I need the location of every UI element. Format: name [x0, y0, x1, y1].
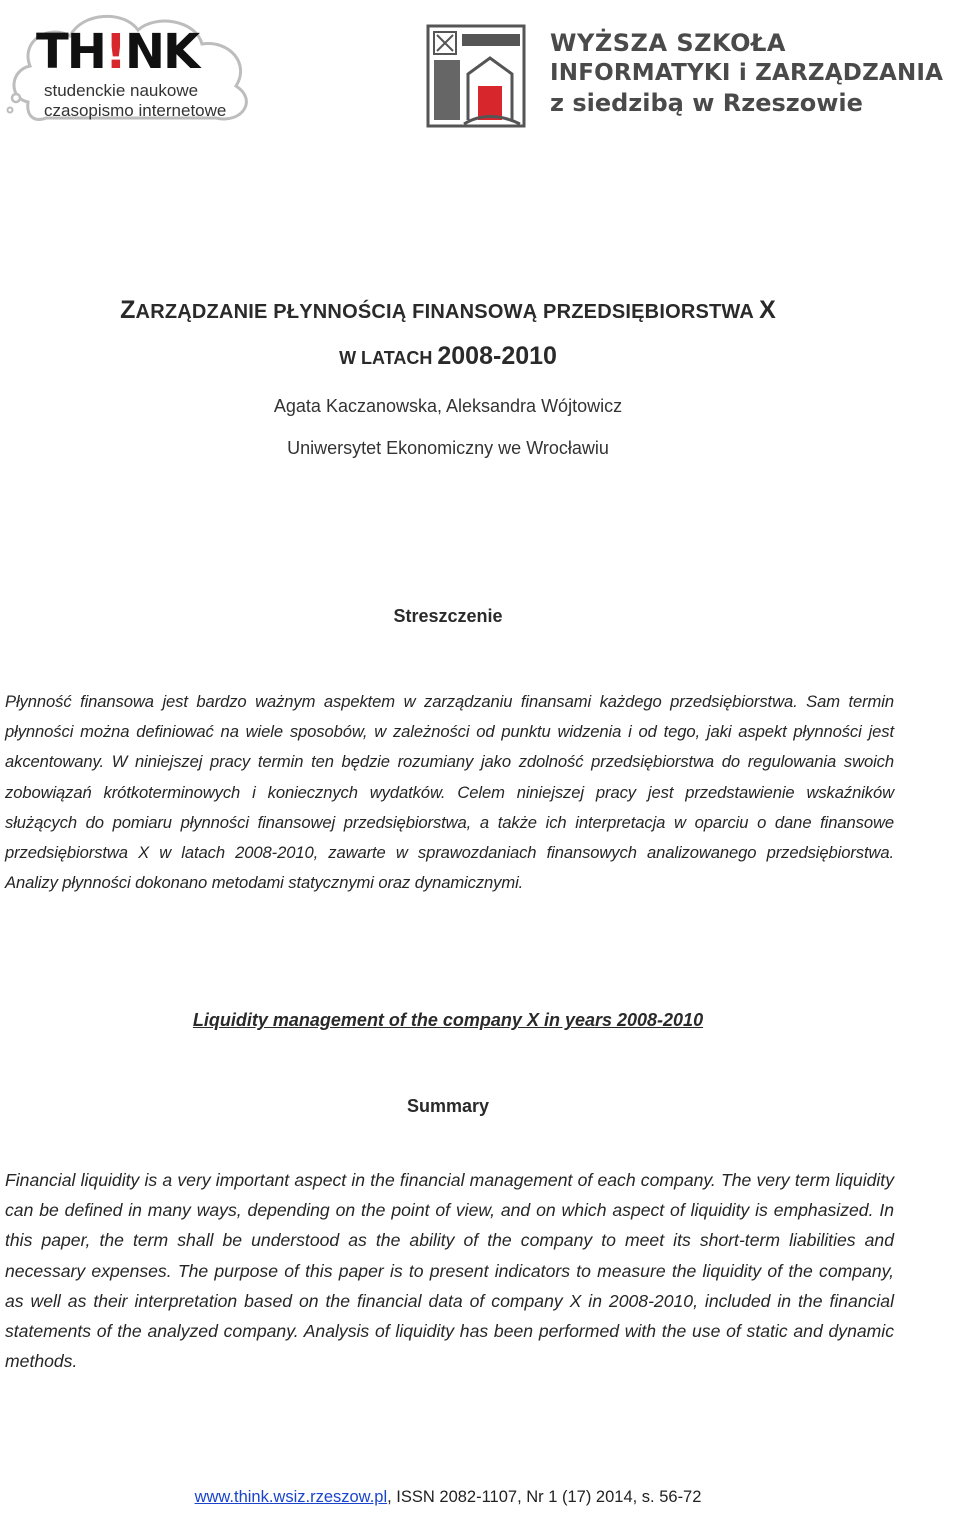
think-logo-line1: studenckie naukowe: [44, 81, 199, 100]
abstract-en: Financial liquidity is a very important aspect in the financial management of each company. The very term liquidity can be defined in many ways, depending on the point of view, and on which aspect of liquidity is emphasized. In this paper, the term shall be understood as the ability of the company to meet its short-term liabilities and necessary expenses. The purpose of this paper is to present indicators to measure the liquidity of the company, as well as their interpretation based on the financial data of company X in 2008-2010, included in the financial statements of the analyzed company. Analysis of liquidity has been performed with the use of static and dynamic methods.: [5, 1170, 894, 1372]
school-name-line2: INFORMATYKI i ZARZĄDZANIA: [550, 60, 944, 86]
paper-title-line2: [0, 342, 896, 371]
school-logo: [424, 20, 960, 132]
paper-title-final: X: [759, 296, 776, 324]
paper-title-main: ARZĄDZANIE PŁYNNOŚCIĄ FINANSOWĄ PRZEDSIĘBIORSTWA: [135, 301, 760, 323]
paper-title-prefix: W LATACH: [339, 348, 438, 368]
school-name-line3: z siedzibą w Rzeszowie: [550, 89, 863, 117]
footer-issn: , ISSN 2082-1107, Nr 1 (17) 2014, s. 56-72: [387, 1488, 702, 1506]
think-logo-part1: TH: [36, 24, 105, 80]
school-name: [550, 28, 943, 118]
think-logo: [6, 6, 262, 124]
journal-link[interactable]: www.think.wsiz.rzeszow.pl: [194, 1488, 388, 1506]
think-logo-mark: !: [104, 24, 125, 80]
paper-title-years: 2008-2010: [437, 342, 557, 370]
abstract-pl: Płynność finansowa jest bardzo ważnym aspektem w zarządzaniu finansami każdego przedsiębiorstwa. Sam termin płynności można definiować na wiele sposobów, w zależności od punktu widzenia i od tego, jaki aspekt płynności jest akcentowany. W niniejszej pracy termin ten będzie rozumiany jako zdolność przedsiębiorstwa do regulowania swoich zobowiązań krótkoterminowych i koniecznych wydatków. Celem niniejszej pracy jest przedstawienie wskaźników służących do pomiaru płynności finansowej przedsiębiorstwa, a także ich interpretacja w oparciu o dane finansowe przedsiębiorstwa X w latach 2008-2010, zawarte w sprawozdaniach finansowych analizowanego przedsiębiorstwa. Analizy płynności dokonano metodami statycznymi oraz dynamicznymi.: [5, 692, 894, 893]
footer-citation: [0, 1488, 896, 1507]
authors: Agata Kaczanowska, Aleksandra Wójtowicz: [273, 396, 623, 416]
affiliation: Uniwersytet Ekonomiczny we Wrocławiu: [287, 438, 609, 458]
school-name-line1: WYŻSZA SZKOŁA: [550, 29, 786, 57]
school-emblem-icon: [424, 24, 528, 128]
paper-title-line1: [0, 296, 896, 325]
think-cloud-icon: [6, 6, 262, 124]
abstract-en-heading: Summary: [406, 1096, 490, 1116]
abstract-pl-heading: Streszczenie: [393, 606, 503, 626]
svg-text:TH!NK: [36, 24, 202, 80]
think-logo-line2: czasopismo internetowe: [44, 101, 227, 120]
paper-title-initial: Z: [120, 296, 136, 324]
paper-title-en: Liquidity management of the company X in years 2008-2010: [192, 1010, 704, 1030]
think-logo-part2: NK: [124, 24, 199, 80]
